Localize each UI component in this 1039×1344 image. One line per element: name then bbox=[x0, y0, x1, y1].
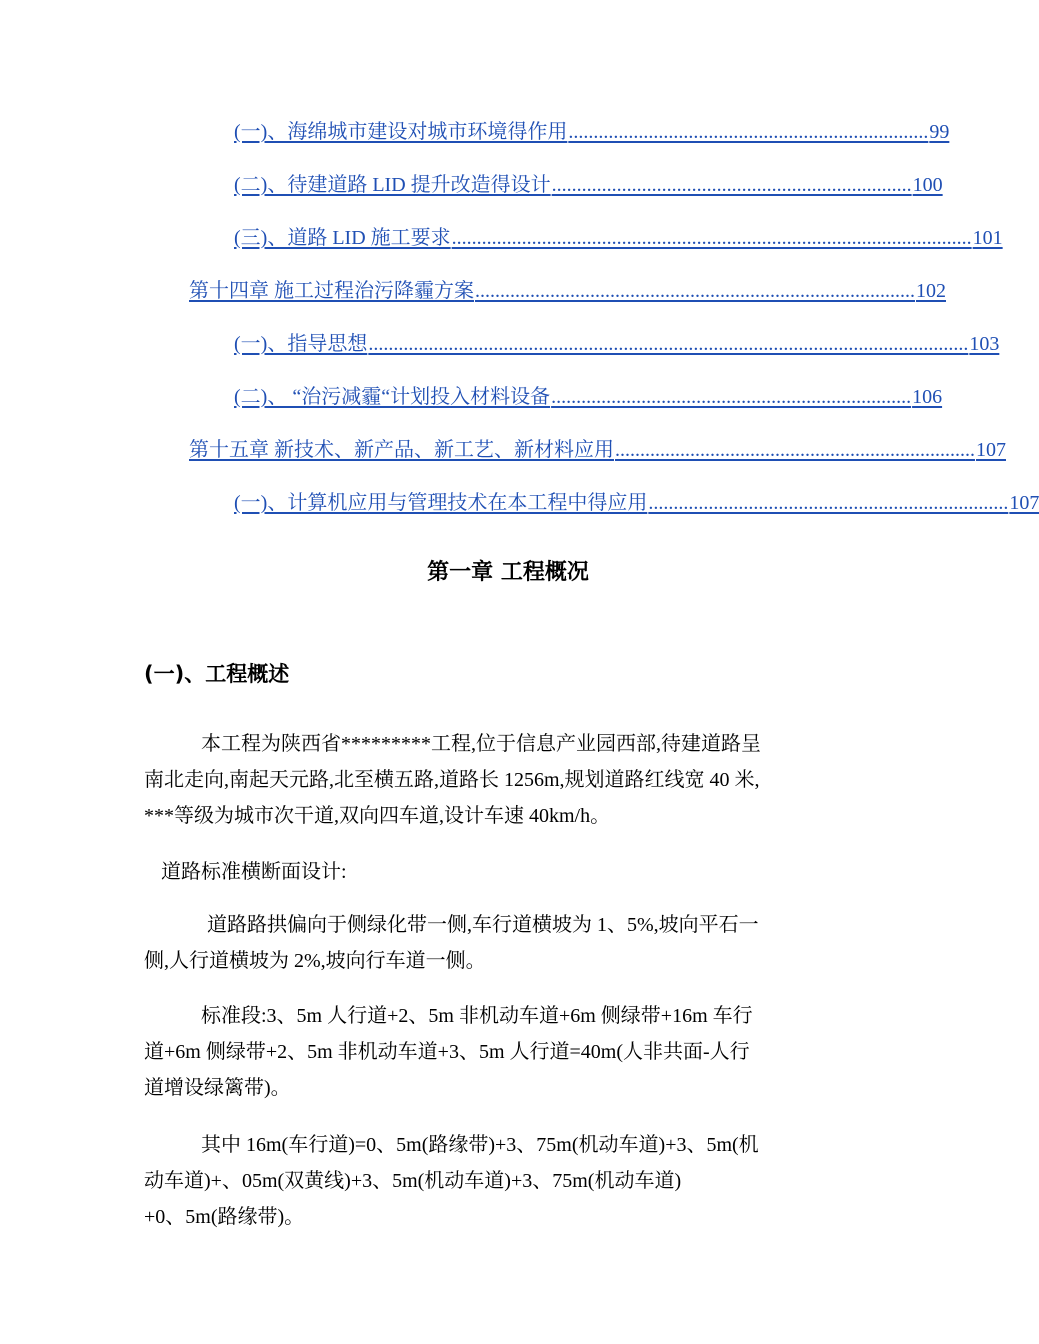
toc-entry-title: (一)、海绵城市建设对城市环境得作用 bbox=[234, 121, 568, 143]
paragraph-line: 道增设绿篱带)。 bbox=[144, 1077, 291, 1099]
paragraph-carriageway-breakdown bbox=[144, 1127, 834, 1235]
paragraph-line: 动车道)+、05m(双黄线)+3、5m(机动车道)+3、75m(机动车道) bbox=[144, 1170, 682, 1192]
toc-leader-dots: ........................................................................................................ bbox=[451, 227, 972, 249]
paragraph-line: 侧,人行道横坡为 2%,坡向行车道一侧。 bbox=[144, 950, 486, 972]
section-title: (一)、工程概述 bbox=[144, 662, 290, 686]
paragraph-standard-section bbox=[144, 998, 834, 1106]
toc-entry-title: (二)、待建道路 LID 提升改造得设计 bbox=[234, 174, 551, 196]
paragraph-cross-section-heading bbox=[144, 854, 834, 890]
toc-entry-computer-application[interactable] bbox=[234, 485, 1039, 515]
toc-leader-dots: ........................................................................ bbox=[615, 439, 975, 461]
toc-page-number: 99 bbox=[929, 121, 950, 143]
paragraph-line: 道+6m 侧绿带+2、5m 非机动车道+3、5m 人行道=40m(人非共面-人行 bbox=[144, 1041, 750, 1063]
toc-page-number: 101 bbox=[972, 227, 1003, 249]
paragraph-line: 道路标准横断面设计: bbox=[161, 861, 347, 883]
toc-entry-title: (一)、计算机应用与管理技术在本工程中得应用 bbox=[234, 492, 648, 514]
toc-leader-dots: ........................................................................ bbox=[551, 174, 912, 196]
toc-entry-lid-environment-role[interactable] bbox=[234, 114, 950, 144]
toc-page-number: 106 bbox=[912, 386, 943, 408]
toc-page-number: 102 bbox=[916, 280, 946, 302]
toc-leader-dots: ........................................................................................ bbox=[475, 280, 915, 302]
toc-leader-dots: ........................................................................ bbox=[648, 492, 1009, 514]
chapter-title: 第一章 工程概况 bbox=[427, 560, 589, 585]
toc-entry-lid-design[interactable] bbox=[234, 167, 943, 197]
toc-leader-dots: ........................................................................ bbox=[568, 121, 929, 143]
paragraph-line: 本工程为陕西省*********工程,位于信息产业园西部,待建道路呈 bbox=[201, 733, 761, 755]
toc-entry-title: 第十五章 新技术、新产品、新工艺、新材料应用 bbox=[189, 439, 614, 461]
paragraph-line: 标准段:3、5m 人行道+2、5m 非机动车道+6m 侧绿带+16m 车行 bbox=[201, 1005, 753, 1027]
toc-entry-title: (一)、指导思想 bbox=[234, 333, 368, 355]
paragraph-line: 道路路拱偏向于侧绿化带一侧,车行道横坡为 1、5%,坡向平石一 bbox=[207, 914, 759, 936]
paragraph-line: +0、5m(路缘带)。 bbox=[144, 1206, 305, 1228]
toc-entry-chapter-14[interactable] bbox=[189, 273, 946, 303]
paragraph-line: 南北走向,南起天元路,北至横五路,道路长 1256m,规划道路红线宽 40 米, bbox=[144, 769, 760, 791]
paragraph-line: ***等级为城市次干道,双向四车道,设计车速 40km/h。 bbox=[144, 805, 611, 827]
toc-page-number: 103 bbox=[969, 333, 1000, 355]
paragraph-line: 其中 16m(车行道)=0、5m(路缘带)+3、75m(机动车道)+3、5m(机 bbox=[201, 1134, 759, 1156]
toc-entry-title: (二)、 “治污减霾“计划投入材料设备 bbox=[234, 386, 551, 408]
toc-page-number: 107 bbox=[976, 439, 1006, 461]
toc-leader-dots: ........................................................................ bbox=[551, 386, 912, 408]
paragraph-project-overview bbox=[144, 726, 834, 834]
paragraph-road-crown bbox=[144, 907, 834, 979]
toc-entry-title: 第十四章 施工过程治污降霾方案 bbox=[189, 280, 474, 302]
toc-entry-chapter-15[interactable] bbox=[189, 432, 1006, 462]
toc-entry-equipment-plan[interactable] bbox=[234, 379, 943, 409]
toc-leader-dots: ........................................................................................................................ bbox=[368, 333, 969, 355]
toc-page-number: 100 bbox=[912, 174, 943, 196]
toc-entry-guiding-ideas[interactable] bbox=[234, 326, 1000, 356]
toc-entry-title: (三)、道路 LID 施工要求 bbox=[234, 227, 451, 249]
toc-entry-lid-construction[interactable] bbox=[234, 220, 1003, 250]
toc-page-number: 107 bbox=[1009, 492, 1039, 514]
